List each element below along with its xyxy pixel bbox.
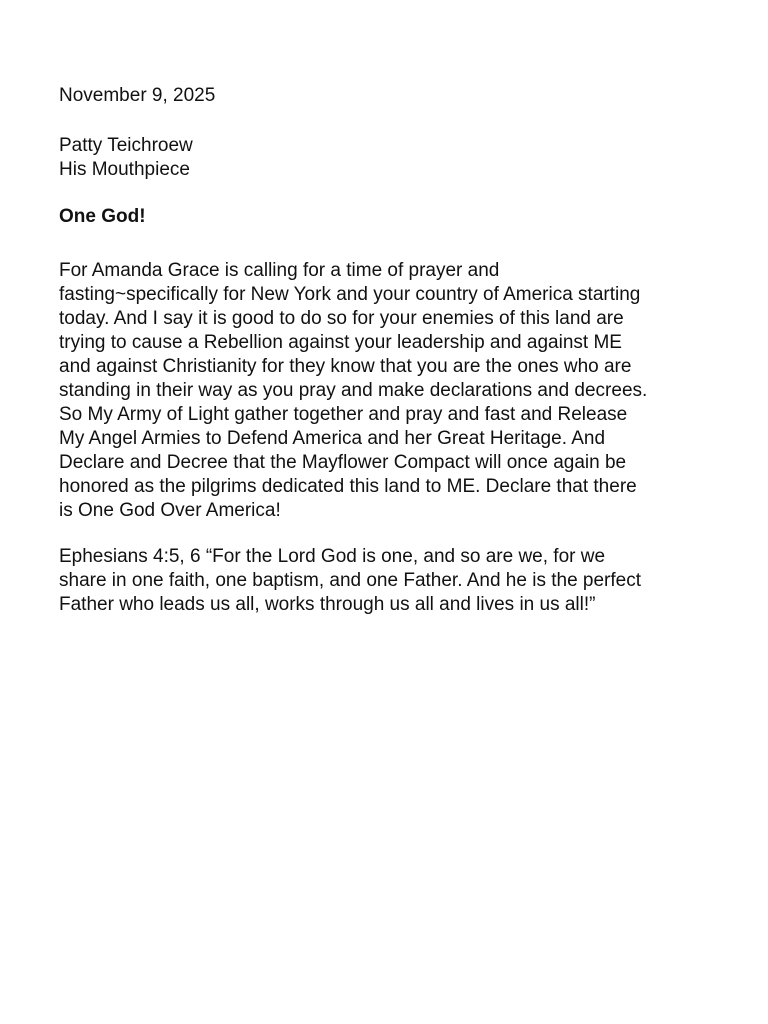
body-line: For Amanda Grace is calling for a time of prayer and [59, 260, 500, 281]
scripture-line: Father who leads us all, works through us all and lives in us all!” [59, 594, 596, 615]
author-role: His Mouthpiece [59, 159, 190, 180]
author-name: Patty Teichroew [59, 135, 193, 156]
body-line: My Angel Armies to Defend America and her Great Heritage. And [59, 428, 606, 449]
body-line: today. And I say it is good to do so for your enemies of this land are [59, 308, 624, 329]
body-line: standing in their way as you pray and make declarations and decrees. [59, 380, 648, 401]
body-line: So My Army of Light gather together and pray and fast and Release [59, 404, 628, 425]
body-line: and against Christianity for they know that you are the ones who are [59, 356, 632, 377]
scripture-line: Ephesians 4:5, 6 “For the Lord God is one, and so are we, for we [59, 546, 606, 567]
body-line: trying to cause a Rebellion against your leadership and against ME [59, 332, 622, 353]
body-line: Declare and Decree that the Mayflower Compact will once again be [59, 452, 627, 473]
body-paragraph [59, 259, 729, 523]
author-block [59, 134, 739, 182]
letter-title: One God! [59, 206, 146, 227]
body-line: fasting~specifically for New York and your country of America starting [59, 284, 641, 305]
scripture-paragraph [59, 545, 729, 617]
body-line: honored as the pilgrims dedicated this land to ME. Declare that there [59, 476, 637, 497]
body-line: is One God Over America! [59, 500, 281, 521]
scripture-line: share in one faith, one baptism, and one Father. And he is the perfect [59, 570, 641, 591]
letter-date: November 9, 2025 [59, 85, 216, 106]
